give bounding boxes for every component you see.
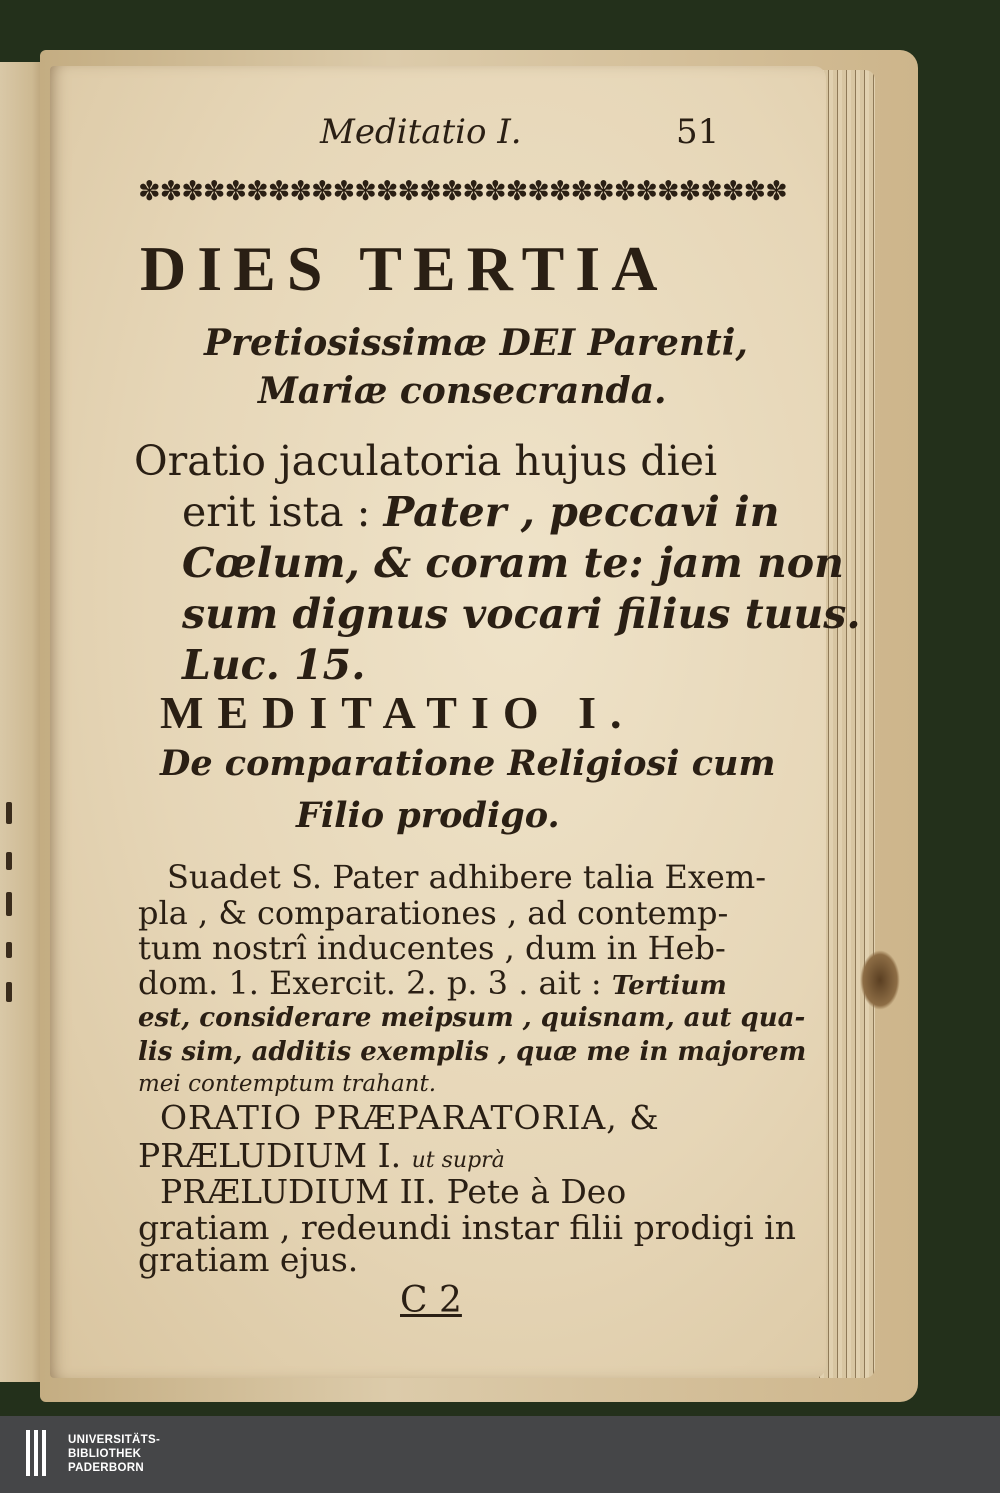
oratio-line-2-italic: Pater , peccavi in xyxy=(383,488,780,536)
prep-line-1: ORATIO PRÆPARATORIA, & xyxy=(160,1098,660,1137)
page-number: 51 xyxy=(676,112,720,152)
library-name-line-2: BIBLIOTHEK xyxy=(68,1448,142,1460)
body-line-5: est, considerare meipsum , quisnam, aut qua- xyxy=(138,1003,806,1033)
body-line-6: lis sim, additis exemplis , quæ me in majorem xyxy=(138,1037,807,1067)
body-line-7: mei contemptum trahant. xyxy=(138,1071,437,1097)
oratio-line-4: sum dignus vocari filius tuus. xyxy=(182,590,861,638)
body-line-3: tum nostrî inducentes , dum in Heb- xyxy=(138,929,726,967)
prep-line-3-text: Pete à Deo xyxy=(446,1172,627,1211)
page-title: DIES TERTIA xyxy=(140,233,669,304)
ornament-border: ✽✽✽✽✽✽✽✽✽✽✽✽✽✽✽✽✽✽✽✽✽✽✽✽✽✽✽✽✽✽ xyxy=(138,176,787,207)
prep-line-2-roman: PRÆLUDIUM I. xyxy=(138,1136,402,1175)
oratio-line-2 xyxy=(182,487,780,538)
meditatio-subtitle-line-1: De comparatione Religiosi cum xyxy=(160,743,776,784)
oratio-line-5: Luc. 15. xyxy=(182,641,366,689)
signature-mark: C 2 xyxy=(400,1280,462,1321)
body-line-1: Suadet S. Pater adhibere talia Exem- xyxy=(167,858,767,896)
prep-line-3 xyxy=(160,1172,626,1211)
prep-line-5: gratiam ejus. xyxy=(138,1240,359,1279)
running-head: Meditatio I. xyxy=(320,112,522,152)
prep-line-2 xyxy=(138,1136,505,1175)
subtitle-line-1: Pretiosissimæ DEI Parenti, xyxy=(204,322,748,364)
oratio-line-3: Cœlum, & coram te: jam non xyxy=(182,539,844,587)
library-logo-icon xyxy=(26,1430,62,1476)
library-name-line-1: UNIVERSITÄTS- xyxy=(68,1434,161,1446)
subtitle-line-2: Mariæ consecranda. xyxy=(258,370,667,412)
body-line-4 xyxy=(138,965,727,1004)
meditatio-heading: MEDITATIO I. xyxy=(160,687,636,738)
meditatio-subtitle-line-2: Filio prodigo. xyxy=(296,795,560,836)
ink-stain xyxy=(860,950,900,1010)
oratio-line-2-roman: erit ista : xyxy=(182,488,371,536)
body-line-4-italic: Tertium xyxy=(611,971,727,1001)
library-name-line-3: PADERBORN xyxy=(68,1462,144,1474)
oratio-line-1: Oratio jaculatoria hujus diei xyxy=(134,437,718,485)
body-line-4-roman: dom. 1. Exercit. 2. p. 3 . ait : xyxy=(138,964,602,1002)
body-line-2: pla , & comparationes , ad contemp- xyxy=(138,894,729,932)
prep-line-2-italic: ut suprà xyxy=(411,1148,505,1173)
prep-line-4: gratiam , redeundi instar filii prodigi in xyxy=(138,1208,796,1247)
prep-line-3-roman: PRÆLUDIUM II. xyxy=(160,1172,437,1211)
library-name xyxy=(68,1433,160,1475)
